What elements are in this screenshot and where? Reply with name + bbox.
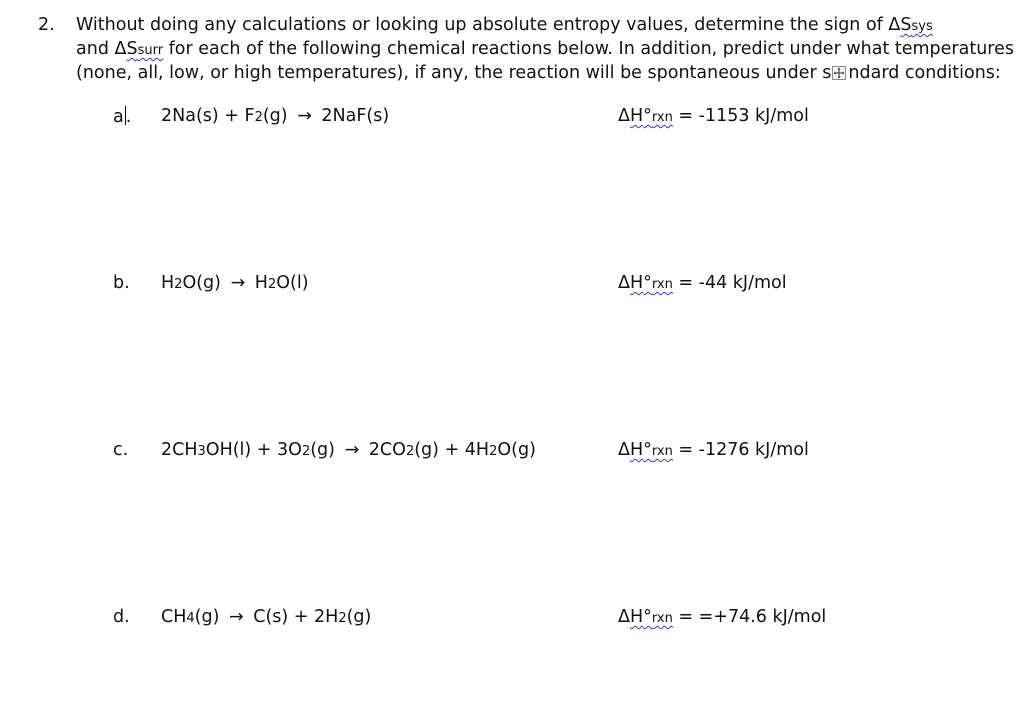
reaction-letter: c. xyxy=(113,440,129,460)
enthalpy-value: ΔH°rxn = -1276 kJ/mol xyxy=(618,440,809,460)
question-prompt: Without doing any calculations or looking up absolute entropy values, determine the sign of ΔSsys and ΔSsurr for each of the following chemical reactions below. In addition, predict under what temperatures (none, all, low, or high temperatures), if any, the reaction will be spontaneous under s ndard conditions: xyxy=(76,15,1014,83)
reaction-equation: 2Na(s) + F2(g) → 2NaF(s) xyxy=(161,106,390,126)
reaction-arrow-icon: → xyxy=(297,106,312,126)
reaction-letter: a . xyxy=(113,107,132,127)
enthalpy-value: ΔH°rxn = -44 kJ/mol xyxy=(618,273,787,293)
enthalpy-value: ΔH°rxn = -1153 kJ/mol xyxy=(618,106,809,126)
reaction-letter: b. xyxy=(113,273,130,293)
table-move-handle-icon[interactable] xyxy=(832,66,846,80)
reaction-letter: d. xyxy=(113,607,130,627)
reaction-arrow-icon: → xyxy=(229,607,244,627)
question-number: 2. xyxy=(38,15,55,35)
reaction-a xyxy=(0,106,1024,130)
reaction-equation: H2O(g) → H2O(l) xyxy=(161,273,309,293)
reaction-equation: 2CH3OH(l) + 3O2(g) → 2CO2(g) + 4H2O(g) xyxy=(161,440,536,460)
reaction-d xyxy=(0,607,1024,631)
enthalpy-value: ΔH°rxn = =+74.6 kJ/mol xyxy=(618,607,827,627)
reaction-arrow-icon: → xyxy=(344,440,360,460)
reaction-c xyxy=(0,440,1024,464)
reaction-b xyxy=(0,273,1024,297)
reaction-arrow-icon: → xyxy=(230,273,246,293)
reaction-equation: CH4(g) → C(s) + 2H2(g) xyxy=(161,607,372,627)
